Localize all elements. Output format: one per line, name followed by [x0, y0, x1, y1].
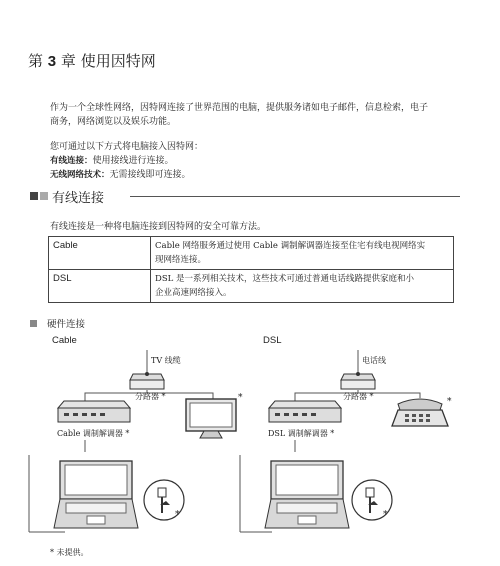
- cable-modem-icon: [58, 401, 130, 422]
- dsl-diagram-title: DSL: [263, 335, 282, 346]
- table-cell-desc: DSL 是一系列相关技术，这些技术可通过普通电话线路提供家庭和小 企业高速网络接入。: [151, 270, 454, 303]
- wired-option: 有线连接：使用接线进行连接。: [50, 156, 174, 166]
- cable-diagram-title: Cable: [52, 335, 77, 346]
- table-cell-key: DSL: [49, 270, 151, 303]
- chapter-title: 第 3 章 使用因特网: [28, 52, 156, 70]
- footnote: * 未提供。: [50, 548, 89, 557]
- laptop-icon: [54, 461, 138, 528]
- phone-note-mark: *: [447, 397, 452, 407]
- monitor-icon: [186, 399, 236, 438]
- cable-modem-label: Cable 调制解调器 *: [57, 429, 130, 438]
- dsl-modem-label: DSL 调制解调器 *: [268, 429, 335, 438]
- table-cell-desc: Cable 网络服务通过使用 Cable 调制解调器连接至住宅有线电视网络实 现网络连接。: [151, 237, 454, 270]
- monitor-note-mark: *: [238, 393, 243, 403]
- hardware-heading: 硬件连接: [30, 316, 85, 330]
- phone-line-label: 电话线: [362, 356, 386, 365]
- dsl-splitter-label: 分路器 *: [343, 392, 374, 401]
- wireless-option: 无线网络技术：无需接线即可连接。: [50, 170, 191, 180]
- tv-cable-label: TV 线缆: [151, 356, 181, 365]
- cable-splitter-label: 分路器 *: [135, 392, 166, 401]
- dsl-connector-note-mark: *: [383, 510, 388, 520]
- section-heading: 有线连接: [30, 188, 460, 204]
- splitter-icon: [130, 372, 164, 389]
- cable-connector-note-mark: *: [175, 510, 180, 520]
- table-cell-key: Cable: [49, 237, 151, 270]
- intro-paragraph: 作为一个全球性网络，因特网连接了世界范围的电脑，提供服务诸如电子邮件，信息检索，电子 商务，网络浏览以及娱乐功能。: [50, 103, 429, 127]
- laptop-icon: [265, 461, 349, 528]
- section-description: 有线连接是一种将电脑连接到因特网的安全可靠方法。: [50, 222, 267, 232]
- splitter-icon: [341, 372, 375, 389]
- connect-options: 您可通过以下方式将电脑接入因特网： 有线连接：使用接线进行连接。 无线网络技术：无需接线即可连接。: [50, 142, 204, 180]
- dsl-modem-icon: [269, 401, 341, 422]
- telephone-icon: [392, 399, 448, 426]
